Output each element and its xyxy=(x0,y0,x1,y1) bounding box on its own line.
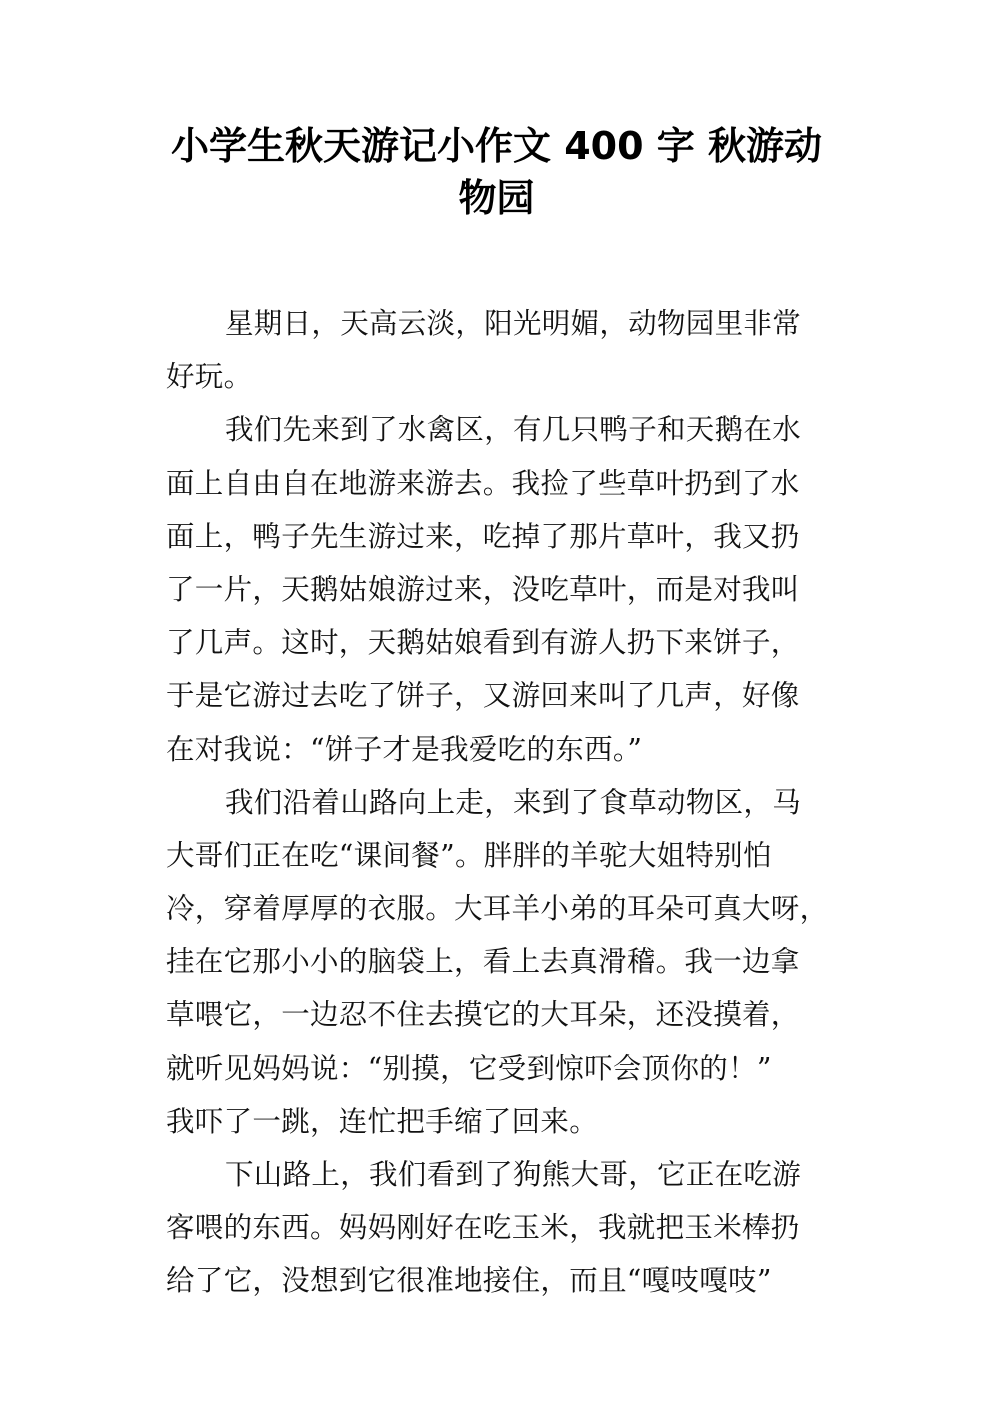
paragraph-line: 大哥们正在吃“课间餐”。胖胖的羊驼大姐特别怕 xyxy=(166,838,772,872)
paragraph-line: 给了它，没想到它很准地接住，而且“嘎吱嘎吱” xyxy=(166,1264,772,1298)
paragraph-line: 就听见妈妈说：“别摸，它受到惊吓会顶你的！” xyxy=(166,1051,772,1085)
paragraph-line: 冷，穿着厚厚的衣服。大耳羊小弟的耳朵可真大呀， xyxy=(166,892,829,926)
paragraph-line: 草喂它，一边忍不住去摸它的大耳朵，还没摸着， xyxy=(166,998,800,1032)
paragraph xyxy=(166,403,828,775)
paragraph-line: 我们沿着山路向上走，来到了食草动物区，马 xyxy=(225,785,802,819)
paragraph-line: 客喂的东西。妈妈刚好在吃玉米，我就把玉米棒扔 xyxy=(166,1211,800,1245)
document-body xyxy=(166,297,828,1308)
paragraph-line: 在对我说：“饼子才是我爱吃的东西。” xyxy=(166,732,643,766)
paragraph-line: 面上自由自在地游来游去。我捡了些草叶扔到了水 xyxy=(166,466,800,500)
paragraph-line: 了几声。这时，天鹅姑娘看到有游人扔下来饼子， xyxy=(166,626,800,660)
title-line: 小学生秋天游记小作文 400 字 秋游动 xyxy=(170,124,822,168)
paragraph-line: 挂在它那小小的脑袋上，看上去真滑稽。我一边拿 xyxy=(166,945,800,979)
paragraph-line: 我吓了一跳，连忙把手缩了回来。 xyxy=(166,1104,599,1138)
paragraph-line: 下山路上，我们看到了狗熊大哥，它正在吃游 xyxy=(225,1158,802,1191)
paragraph-line: 于是它游过去吃了饼子，又游回来叫了几声，好像 xyxy=(166,679,800,713)
paragraph-line: 好玩。 xyxy=(166,360,253,394)
paragraph xyxy=(166,776,828,1148)
paragraph-line: 星期日，天高云淡，阳光明媚，动物园里非常 xyxy=(225,307,802,340)
paragraph-line: 面上，鸭子先生游过来，吃掉了那片草叶，我又扔 xyxy=(166,519,800,553)
paragraph-line: 了一片，天鹅姑娘游过来，没吃草叶，而是对我叫 xyxy=(166,572,800,606)
paragraph-line: 我们先来到了水禽区，有几只鸭子和天鹅在水 xyxy=(225,413,802,447)
paragraph xyxy=(166,1148,828,1308)
title-line: 物园 xyxy=(458,176,535,220)
document-title xyxy=(150,120,843,224)
paragraph xyxy=(166,297,828,403)
